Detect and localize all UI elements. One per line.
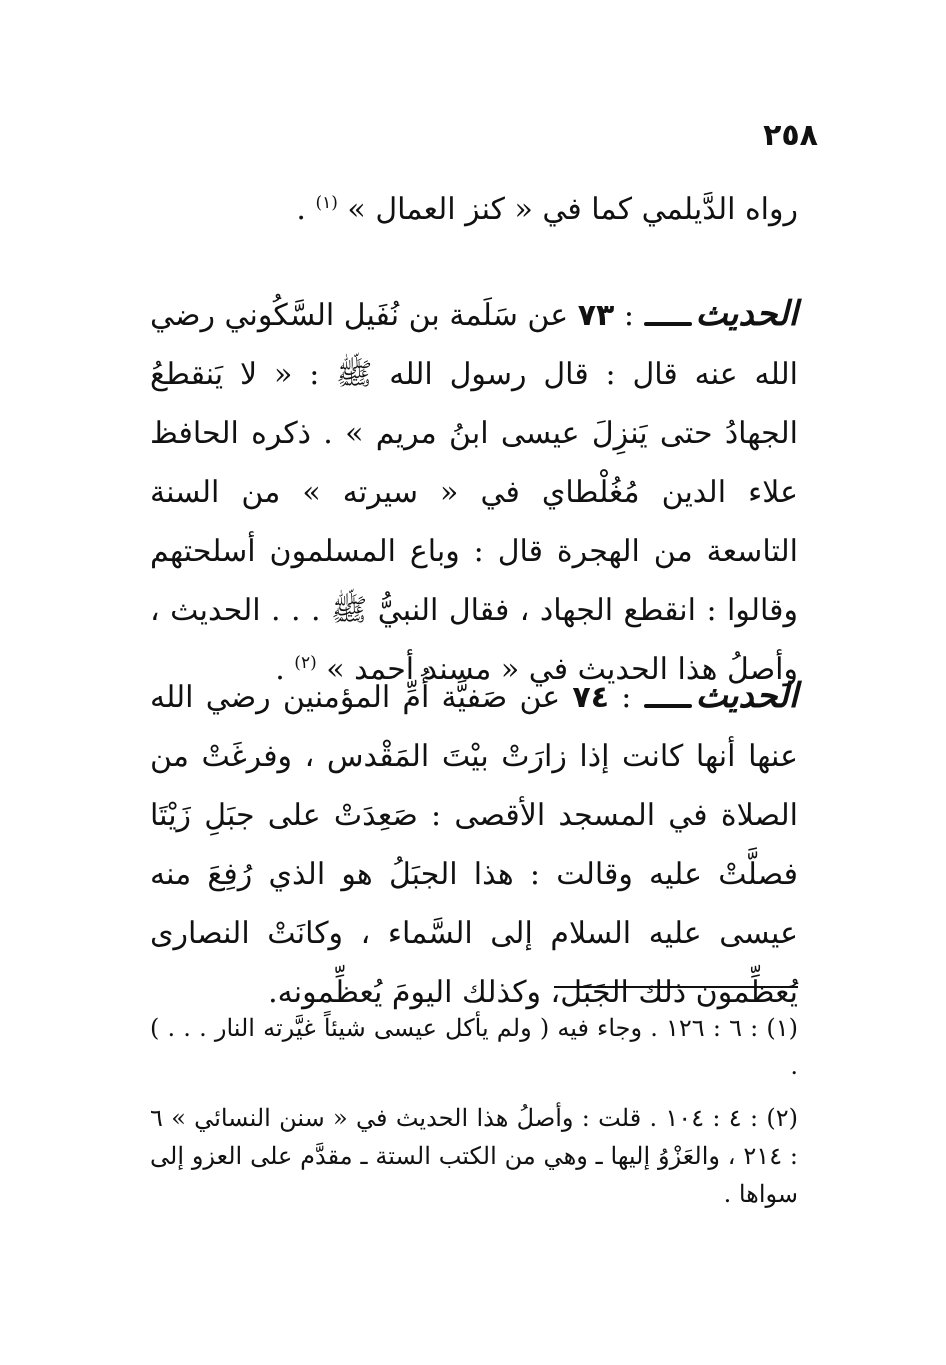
- footnote-ref-1: (١): [315, 193, 338, 213]
- footnote-1: (١) : ٦ : ١٢٦ . وجاء فيه ( ولم يأكل عيسى شيئاً غيَّرته النار . . . ) .: [150, 1014, 798, 1080]
- footnotes-section: [150, 1009, 798, 1213]
- intro-text: رواه الدَّيلمي كما في « كنز العمال »: [347, 192, 798, 227]
- footnote-2: (٢) : ٤ : ١٠٤ . قلت : وأصلُ هذا الحديث في « سنن النسائي » ٦ : ٢١٤ ، والعَزْوُ إليها ـ وهي من الكتب الستة ـ مقدَّم على العزو إلى سواها .: [150, 1104, 799, 1208]
- hadith-73-end: .: [275, 652, 295, 687]
- footnote-ref-2: (٢): [294, 653, 317, 673]
- hadith-heading-separator: :: [609, 680, 644, 715]
- intro-end: .: [296, 192, 316, 227]
- hadith-heading-label: الحديث: [644, 285, 798, 344]
- hadith-heading-label: الحديث: [644, 667, 798, 726]
- hadith-73-paragraph: [150, 285, 798, 699]
- hadith-74-text: عن صَفيَّة أُمِّ المؤمنين رضي الله عنها أنها كانت إذا زارَتْ بيْتَ المَقْدس ، وفرغَتْ من الصلاة في المسجد الأقصى : صَعِدَتْ على جبَلِ زَيْتَا فصلَّتْ عليه وقالت : هذا الجبَلُ هو الذي رُفِعَ منه عيسى عليه السلام إلى السَّماء ، وكانَتْ النصارى يُعظِّمون ذلك الجَبَل، وكذلك اليومَ يُعظِّمونه.: [150, 680, 798, 1010]
- footnote-divider: [554, 986, 798, 988]
- hadith-73-text: عن سَلَمة بن نُفَيل السَّكُوني رضي الله عنه قال : قال رسول الله ﷺ : « لا يَنقطعُ الجهادُ حتى يَنزِلَ عيسى ابنُ مريم » . ذكره الحافظ علاء الدين مُغُلْطاي في « سيرته » من السنة التاسعة من الهجرة قال : وباع المسلمون أسلحتهم وقالوا : انقطع الجهاد ، فقال النبيُّ ﷺ . . . الحديث ، وأصلُ هذا الحديث في « مسند أحمد »: [150, 298, 798, 687]
- hadith-heading-separator: :: [614, 298, 644, 333]
- hadith-number: ٧٣: [577, 298, 615, 333]
- intro-paragraph: [150, 180, 798, 239]
- hadith-number: ٧٤: [572, 680, 610, 715]
- hadith-74-paragraph: [150, 667, 798, 1022]
- page-number: ٢٥٨: [763, 118, 818, 153]
